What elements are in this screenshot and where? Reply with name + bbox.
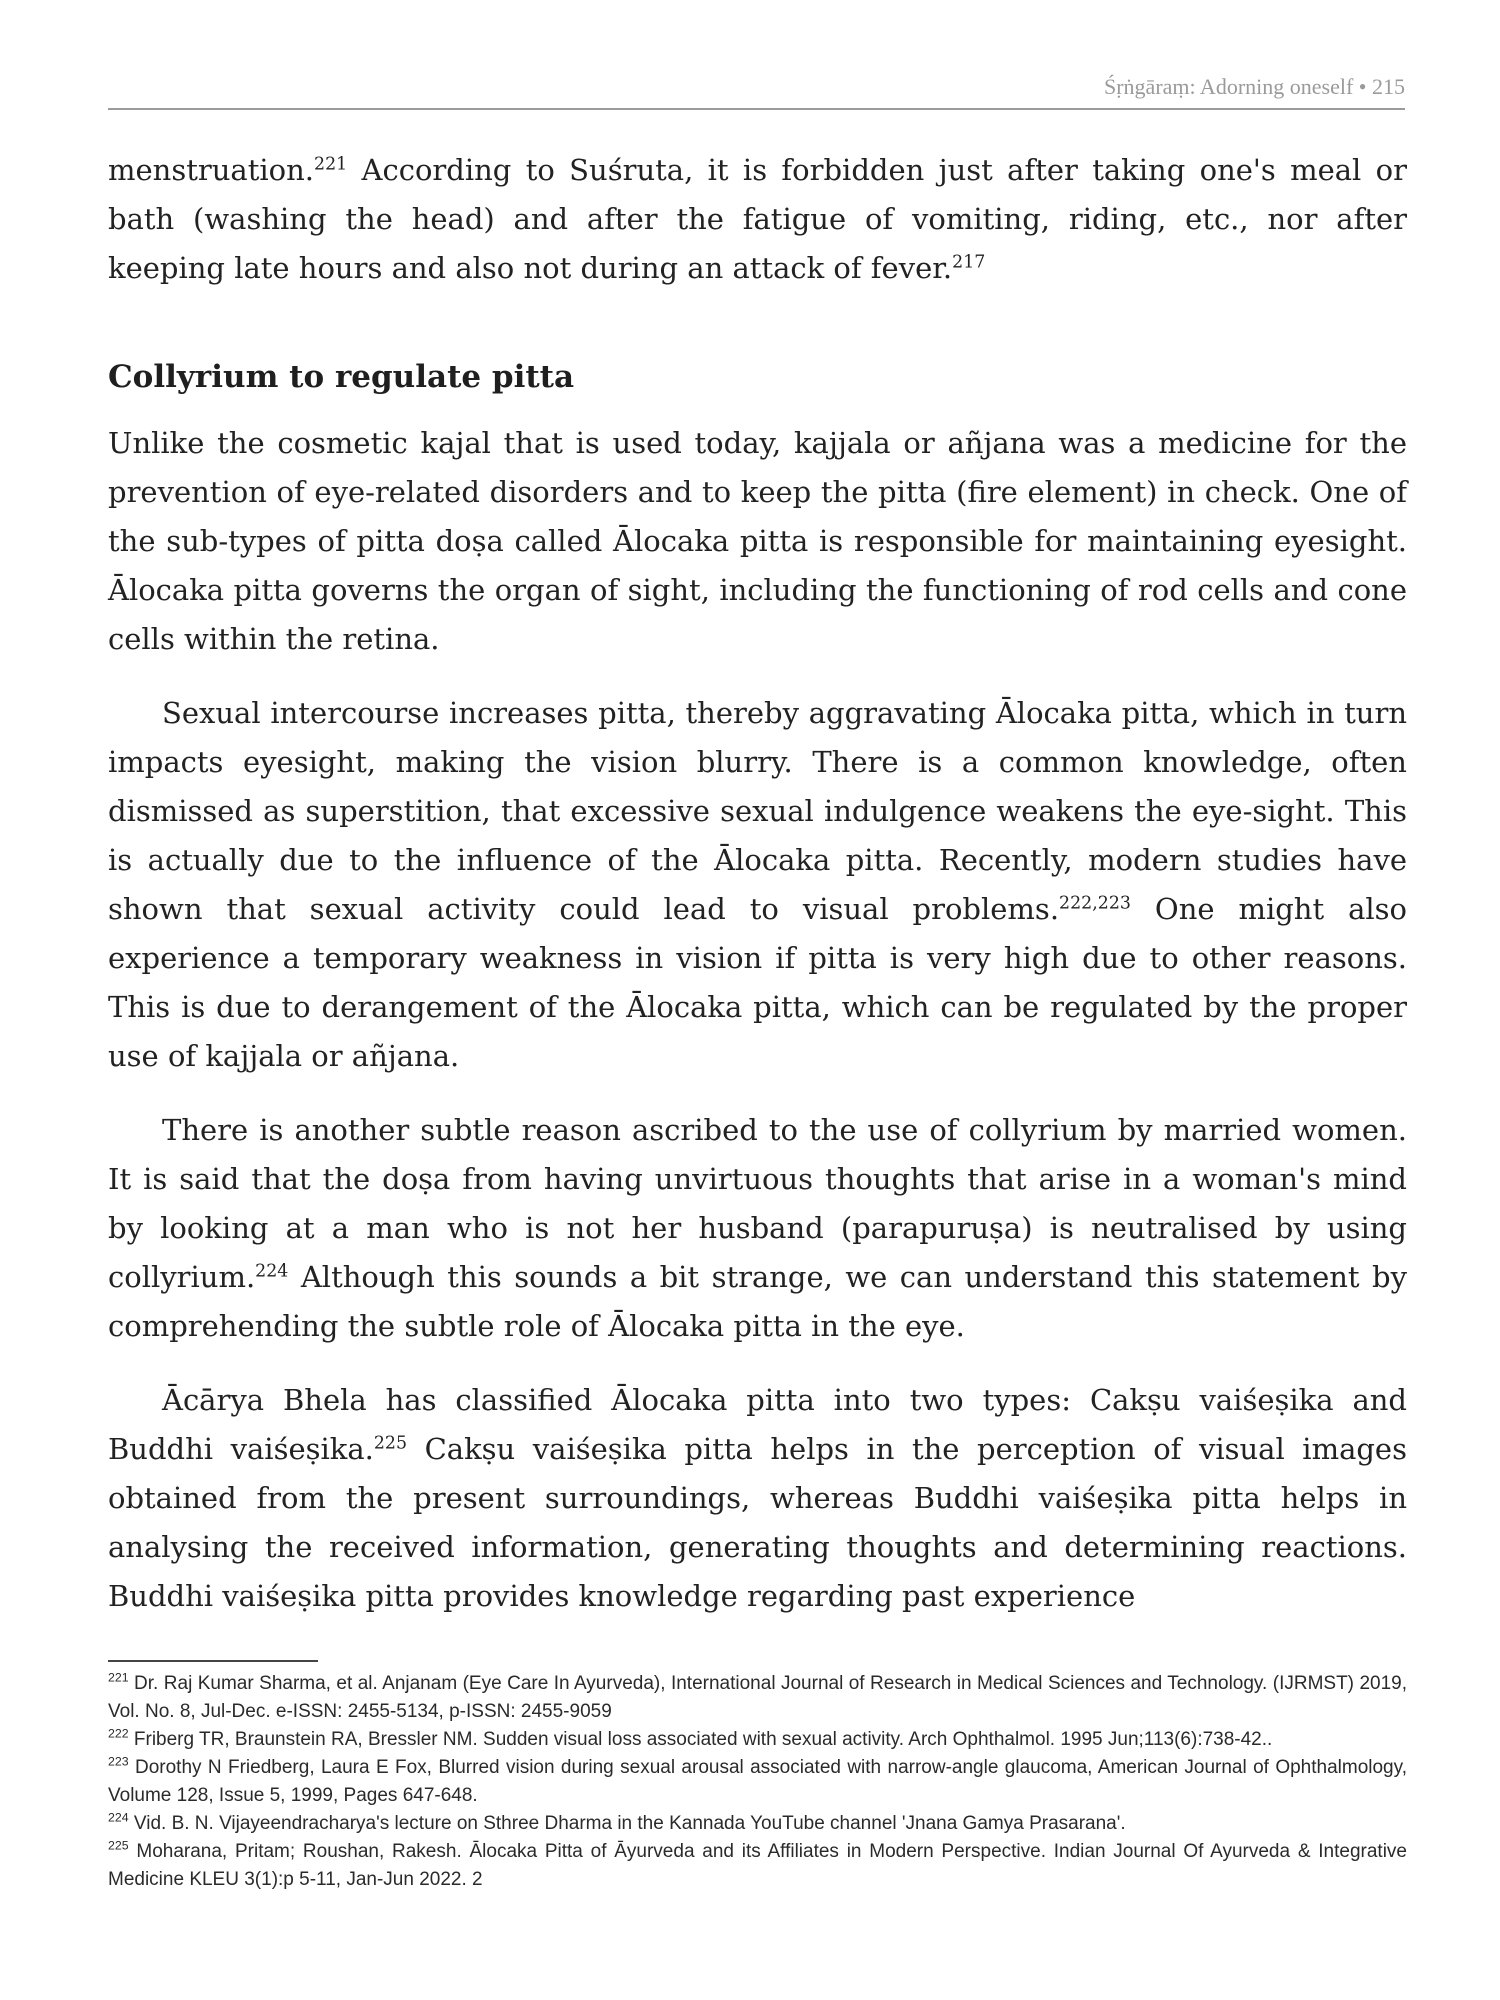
paragraph-4 xyxy=(108,1376,1407,1621)
paragraph-1: Unlike the cosmetic kajal that is used today, kajjala or añjana was a medicine for the prevention of eye-related disorders and to keep the pitta (fire element) in check. One of the sub-types of pitta doṣa called Ālocaka pitta is responsible for maintaining eyesight. Ālocaka pitta governs the organ of sight, including the functioning of rod cells and cone cells within the retina. xyxy=(108,426,1407,656)
running-head: Śṛṅgāraṃ: Adorning oneself • 215 xyxy=(108,74,1405,110)
footnote-224 xyxy=(108,1810,1407,1838)
footnote-ref-222-223[interactable]: 222,223 xyxy=(1059,893,1131,914)
footnote-number: 222 xyxy=(108,1726,129,1741)
paragraph-3-text-1: There is another subtle reason ascribed to the use of collyrium by married women. It is said that the doṣa from having unvirtuous thoughts that arise in a woman's mind by looking at a man who is not her husband (parapuruṣa) is neutralised by using collyrium. xyxy=(108,1113,1407,1294)
footnotes xyxy=(108,1660,1407,1894)
paragraph-4-text-1: Ācārya Bhela has classified Ālocaka pitta into two types: Cakṣu vaiśeṣika and Buddhi vaiśeṣika. xyxy=(108,1383,1407,1466)
opening-paragraph xyxy=(108,146,1407,293)
main-text xyxy=(108,146,1407,1621)
paragraph-2-text-1: Sexual intercourse increases pitta, thereby aggravating Ālocaka pitta, which in turn impacts eyesight, making the vision blurry. There is a common knowledge, often dismissed as superstition, that excessive sexual indulgence weakens the eye-sight. This is actually due to the influence of the Ālocaka pitta. Recently, modern studies have shown that sexual activity could lead to visual problems. xyxy=(108,696,1407,926)
footnote-ref-217[interactable]: 217 xyxy=(952,252,986,273)
footnote-divider xyxy=(108,1660,318,1662)
footnote-number: 224 xyxy=(108,1810,129,1825)
footnote-ref-225[interactable]: 225 xyxy=(373,1433,408,1454)
footnote-221 xyxy=(108,1670,1407,1726)
footnote-number: 223 xyxy=(108,1754,129,1769)
paragraph-3-text-2: Although this sounds a bit strange, we can understand this statement by comprehending the subtle role of Ālocaka pitta in the eye. xyxy=(108,1260,1407,1343)
footnote-text: Moharana, Pritam; Roushan, Rakesh. Ālocaka Pitta of Āyurveda and its Affiliates in Modern Perspective. Indian Journal Of Ayurveda & Integrative Medicine KLEU 3(1):p 5-11, Jan-Jun 2022. 2 xyxy=(108,1841,1407,1890)
opening-text-2: According to Suśruta, it is forbidden just after taking one's meal or bath (washing the head) and after the fatigue of vomiting, riding, etc., nor after keeping late hours and also not during an attack of fever. xyxy=(108,153,1407,285)
paragraph-2-text-2: One might also experience a temporary weakness in vision if pitta is very high due to other reasons. This is due to derangement of the Ālocaka pitta, which can be regulated by the proper use of kajjala or añjana. xyxy=(108,892,1407,1073)
footnote-text: Friberg TR, Braunstein RA, Bressler NM. Sudden visual loss associated with sexual activity. Arch Ophthalmol. 1995 Jun;113(6):738-42.. xyxy=(128,1729,1273,1750)
footnote-text: Dorothy N Friedberg, Laura E Fox, Blurred vision during sexual arousal associated with narrow-angle glaucoma, American Journal of Ophthalmology, Volume 128, Issue 5, 1999, Pages 647-648. xyxy=(108,1757,1407,1806)
footnote-ref-221[interactable]: 221 xyxy=(314,154,348,175)
opening-text-1: menstruation. xyxy=(108,153,314,187)
section-heading: Collyrium to regulate pitta xyxy=(108,359,575,395)
paragraph-3 xyxy=(108,1106,1407,1351)
footnote-222 xyxy=(108,1726,1407,1754)
footnote-text: Dr. Raj Kumar Sharma, et al. Anjanam (Eye Care In Ayurveda), International Journal of Research in Medical Sciences and Technology. (IJRMST) 2019, Vol. No. 8, Jul-Dec. e-ISSN: 2455-5134, p-ISSN: 2455-9059 xyxy=(108,1673,1407,1722)
footnote-text: Vid. B. N. Vijayeendracharya's lecture on Sthree Dharma in the Kannada YouTube channel 'Jnana Gamya Prasarana'. xyxy=(128,1813,1126,1834)
footnote-number: 221 xyxy=(108,1670,129,1685)
footnote-number: 225 xyxy=(108,1838,129,1853)
footnote-225 xyxy=(108,1838,1407,1894)
footnote-223 xyxy=(108,1754,1407,1810)
footnote-ref-224[interactable]: 224 xyxy=(255,1261,289,1282)
paragraph-4-text-2: Cakṣu vaiśeṣika pitta helps in the perception of visual images obtained from the present surroundings, whereas Buddhi vaiśeṣika pitta helps in analysing the received information, generating thoughts and determining reactions. Buddhi vaiśeṣika pitta provides knowledge regarding past experience xyxy=(108,1432,1407,1613)
paragraph-2 xyxy=(108,689,1407,1081)
